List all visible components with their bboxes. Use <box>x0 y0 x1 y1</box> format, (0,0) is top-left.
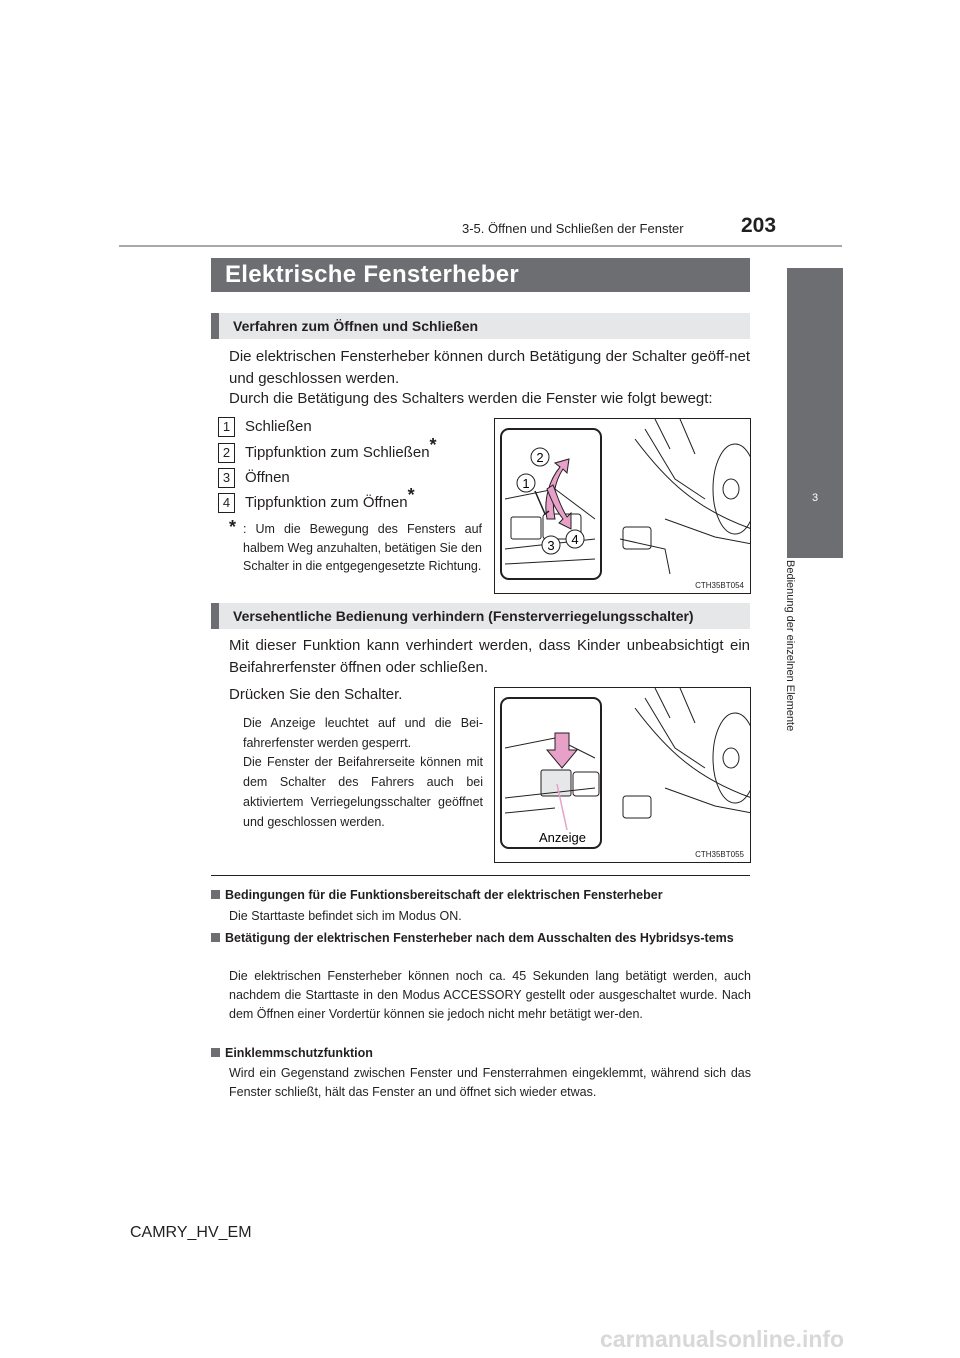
section2-instruction: Drücken Sie den Schalter. <box>229 686 403 703</box>
header-rule <box>119 245 842 247</box>
square-bullet-icon <box>211 933 220 942</box>
list-label: Öffnen <box>245 469 290 486</box>
callout-1: 1 <box>522 476 530 491</box>
figure-window-switch <box>494 418 751 594</box>
list-number: 1 <box>218 417 235 437</box>
window-switch-illustration <box>495 419 751 594</box>
section-title: 3-5. Öffnen und Schließen der Fenster <box>462 221 684 236</box>
list-item <box>218 467 290 489</box>
list-number: 2 <box>218 443 235 463</box>
figure-lock-switch <box>494 687 751 863</box>
footnote <box>229 517 482 576</box>
list-label: Tippfunktion zum Öffnen <box>245 494 408 511</box>
callout-4: 4 <box>571 532 579 547</box>
list-number: 3 <box>218 468 235 488</box>
note-body: Wird ein Gegenstand zwischen Fenster und Fensterrahmen eingeklemmt, während sich das Fenster schließt, hält das Fenster an und öffnet sich wieder etwas. <box>229 1066 751 1099</box>
section1-intro-2: Durch die Betätigung des Schalters werden die Fenster wie folgt bewegt: <box>229 390 713 407</box>
section-heading-open-close: Verfahren zum Öffnen und Schließen <box>211 313 750 339</box>
page-number: 203 <box>741 214 777 237</box>
chapter-side-tab <box>787 268 843 558</box>
watermark: carmanualsonline.info <box>600 1326 845 1352</box>
square-bullet-icon <box>211 1048 220 1057</box>
note-body: Die elektrischen Fensterheber können noch ca. 45 Sekunden lang betätigt werden, auch nachdem die Starttaste in den Modus ACCESSORY gestellt oder ausgeschaltet wurde. Nach dem Öffnen einer Vordertür können sie jedoch nicht mehr betätigt wer-den. <box>229 969 751 1021</box>
section-heading-window-lock: Versehentliche Bedienung verhindern (Fensterverriegelungsschalter) <box>211 603 750 629</box>
section2-note-2: Die Fenster der Beifahrerseite können mit dem Schalter des Fahrers auch bei aktiviertem Verriegelungsschalter geöffnet und geschlossen werden. <box>243 755 483 829</box>
list-number: 4 <box>218 493 235 513</box>
list-item <box>218 485 415 514</box>
divider <box>211 875 750 876</box>
note-heading: Betätigung der elektrischen Fensterheber nach dem Ausschalten des Hybridsys-tems <box>211 929 751 947</box>
square-bullet-icon <box>211 890 220 899</box>
note-heading: Bedingungen für die Funktionsbereitschaft der elektrischen Fensterheber <box>211 886 751 904</box>
footnote-star: * <box>229 517 237 537</box>
chapter-label: Bedienung der einzelnen Elemente <box>784 560 796 732</box>
list-item <box>218 416 312 438</box>
page-title: Elektrische Fensterheber <box>211 258 750 292</box>
figure-label-indicator: Anzeige <box>539 830 586 845</box>
callout-2: 2 <box>536 450 544 465</box>
section2-intro: Mit dieser Funktion kann verhindert werden, dass Kinder unbeabsichtigt ein Beifahrerfenster öffnen oder schließen. <box>229 637 750 676</box>
list-label: Tippfunktion zum Schließen <box>245 444 430 461</box>
list-item <box>218 435 437 464</box>
callout-3: 3 <box>547 538 555 553</box>
footnote-text: : Um die Bewegung des Fensters auf halbem Weg anzuhalten, betätigen Sie den Schalter in die entgegengesetzte Richtung. <box>243 522 482 573</box>
model-code: CAMRY_HV_EM <box>130 1224 252 1241</box>
note-heading: Einklemmschutzfunktion <box>211 1044 751 1062</box>
footnote-mark: * <box>407 485 415 505</box>
figure-code: CTH35BT054 <box>695 581 744 590</box>
chapter-number: 3 <box>811 492 819 504</box>
lock-switch-illustration <box>495 688 751 863</box>
note-body: Die Starttaste befindet sich im Modus ON. <box>229 909 462 923</box>
section1-intro: Die elektrischen Fensterheber können durch Betätigung der Schalter geöff-net und geschlossen werden. <box>229 348 750 387</box>
figure-code: CTH35BT055 <box>695 850 744 859</box>
footnote-mark: * <box>429 435 437 455</box>
section2-note-1: Die Anzeige leuchtet auf und die Bei-fahrerfenster werden gesperrt. <box>243 716 483 750</box>
list-label: Schließen <box>245 418 312 435</box>
